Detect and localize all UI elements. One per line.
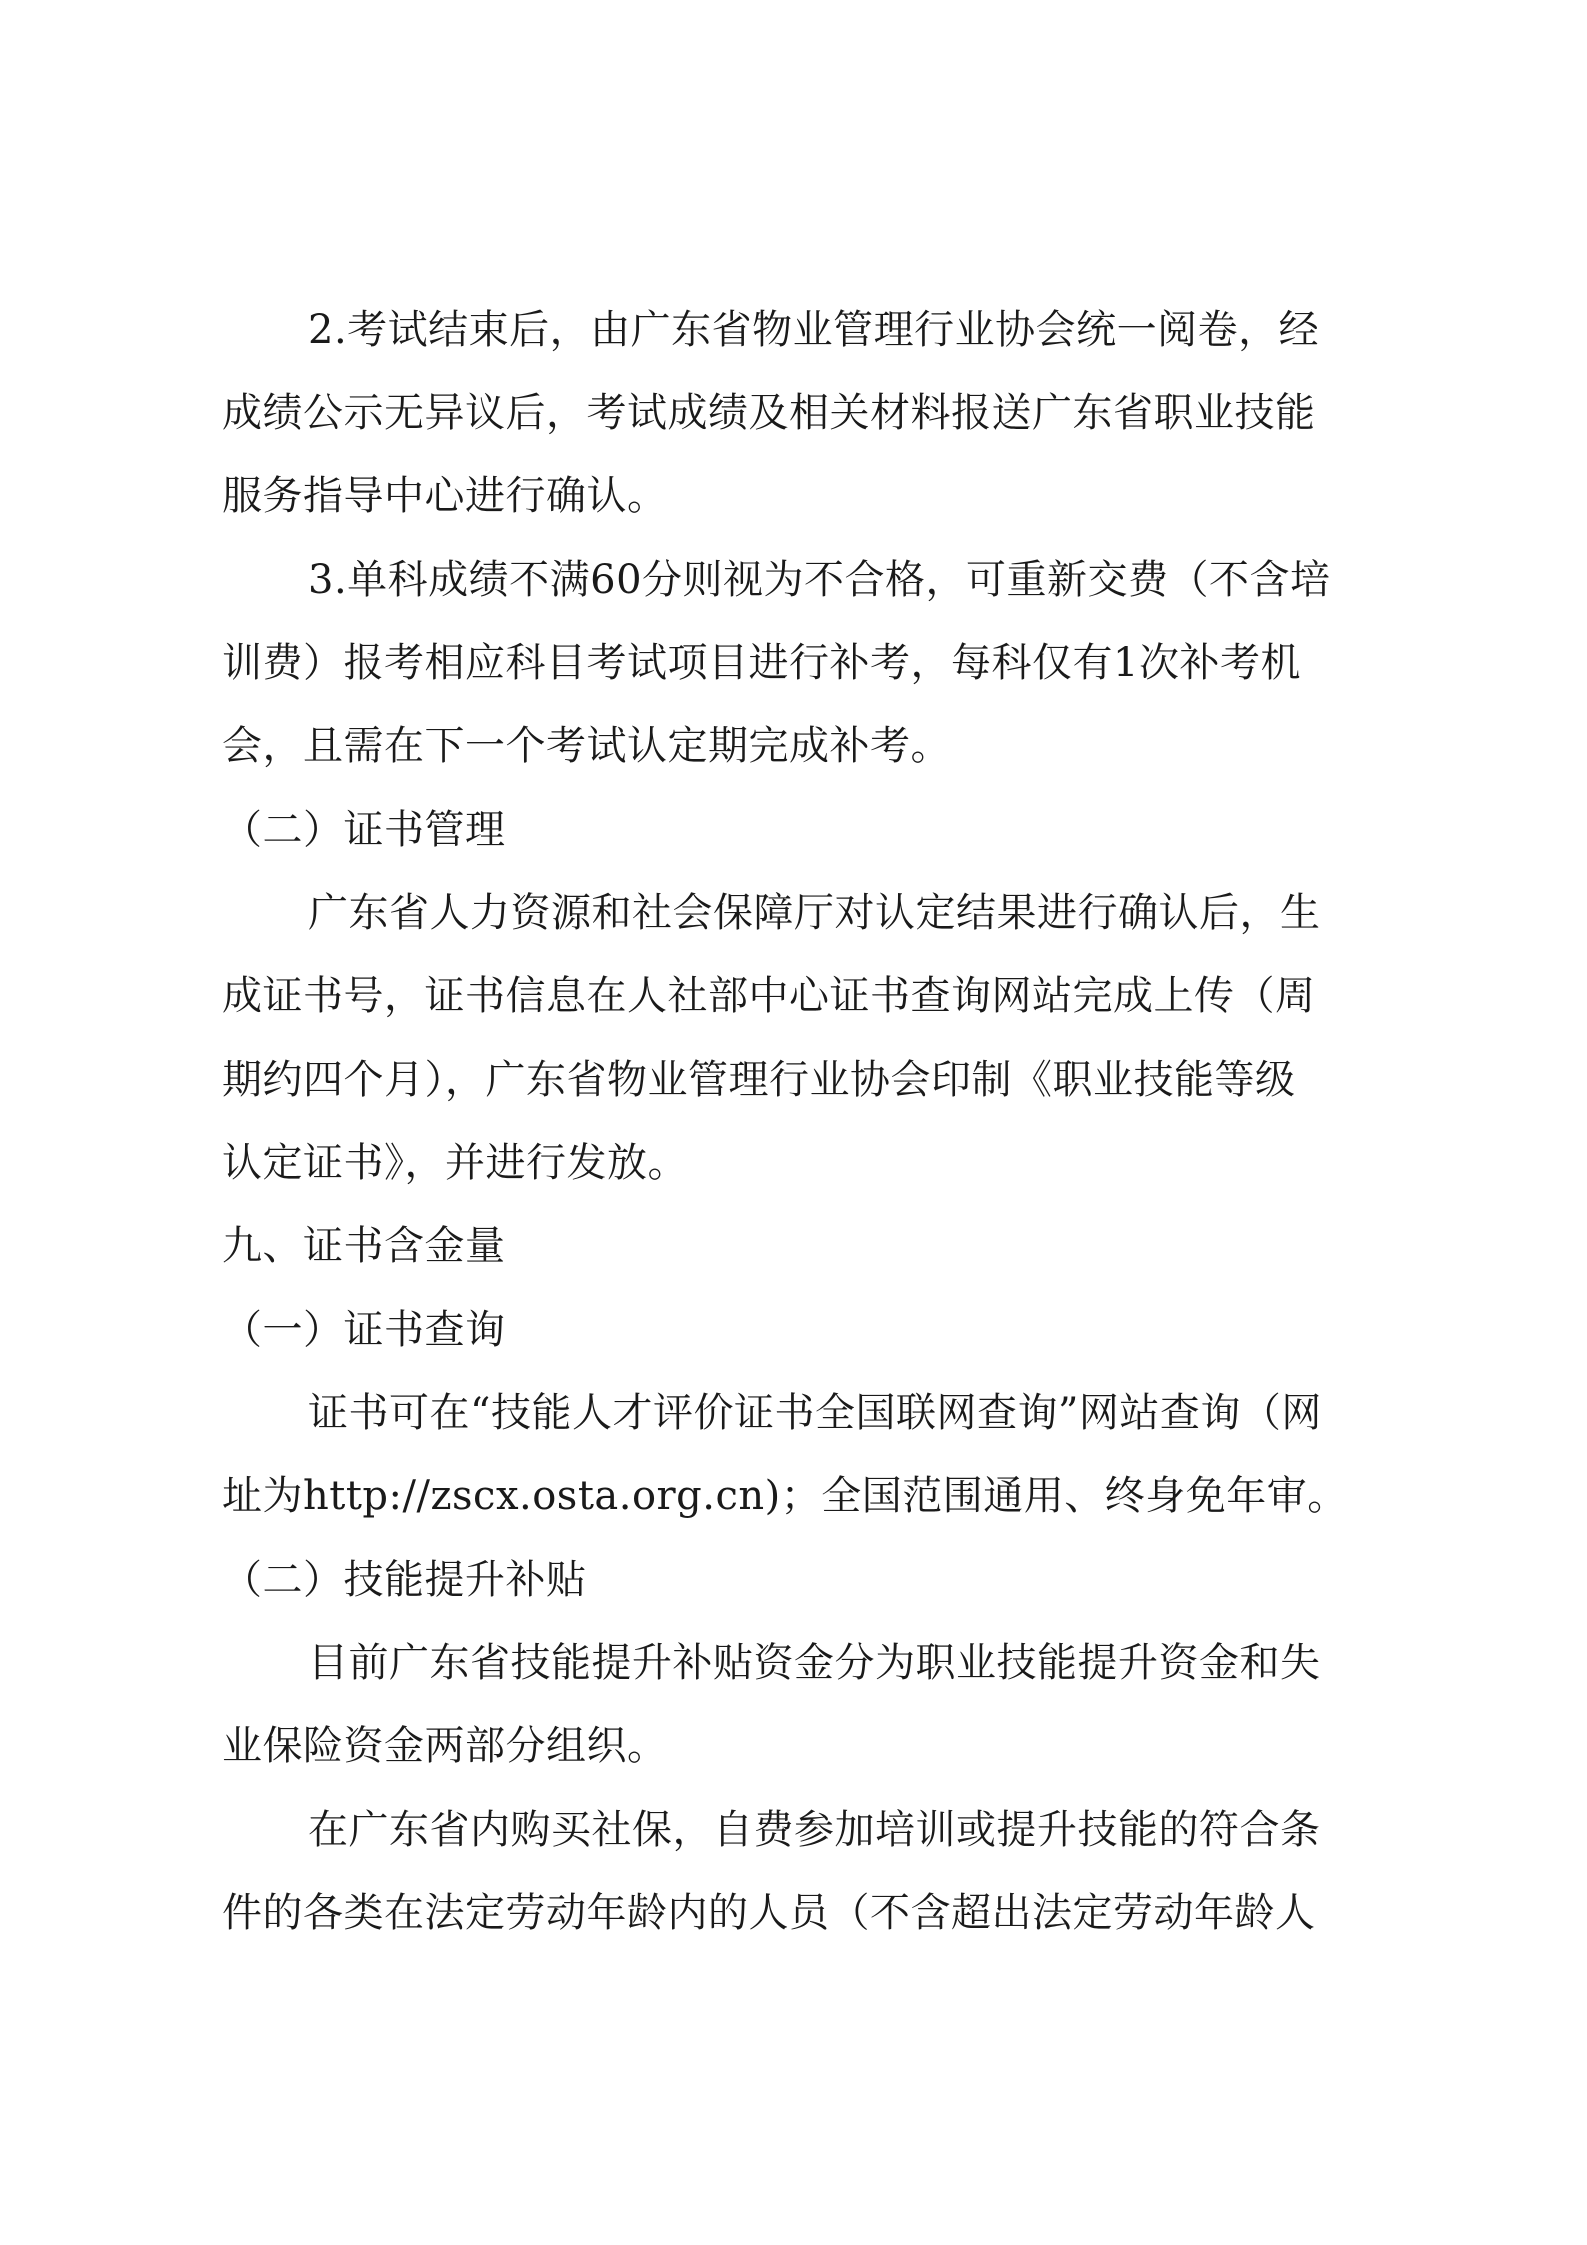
paragraph-line: 成证书号，证书信息在人社部中心证书查询网站完成上传（周 xyxy=(222,973,1316,1019)
paragraph-line: 会，且需在下一个考试认定期完成补考。 xyxy=(222,723,951,769)
paragraph-line: 广东省人力资源和社会保障厅对认定结果进行确认后，生 xyxy=(308,890,1321,936)
paragraph-line: 证书可在“技能人才评价证书全国联网查询”网站查询（网 xyxy=(308,1390,1322,1436)
section-heading: （一）证书查询 xyxy=(222,1307,506,1353)
paragraph-line: 期约四个月），广东省物业管理行业协会印制《职业技能等级 xyxy=(222,1057,1296,1103)
paragraph-line: 成绩公示无异议后，考试成绩及相关材料报送广东省职业技能 xyxy=(222,390,1316,436)
paragraph-line: 址为http://zscx.osta.org.cn)；全国范围通用、终身免年审。 xyxy=(222,1473,1348,1519)
paragraph-line: 训费）报考相应科目考试项目进行补考，每科仅有1次补考机 xyxy=(222,640,1301,686)
paragraph-line: 目前广东省技能提升补贴资金分为职业技能提升资金和失 xyxy=(308,1640,1321,1686)
section-heading: （二）证书管理 xyxy=(222,807,506,853)
paragraph-line: 件的各类在法定劳动年龄内的人员（不含超出法定劳动年龄人 xyxy=(222,1890,1316,1936)
paragraph-line: 在广东省内购买社保，自费参加培训或提升技能的符合条 xyxy=(308,1807,1321,1853)
paragraph-line: 业保险资金两部分组织。 xyxy=(222,1723,668,1769)
paragraph-line: 3.单科成绩不满60分则视为不合格，可重新交费（不含培 xyxy=(308,557,1331,603)
chapter-heading: 九、证书含金量 xyxy=(222,1223,506,1269)
paragraph-line: 认定证书》，并进行发放。 xyxy=(222,1140,688,1186)
section-heading: （二）技能提升补贴 xyxy=(222,1557,587,1603)
paragraph-line: 服务指导中心进行确认。 xyxy=(222,473,668,519)
paragraph-line: 2.考试结束后，由广东省物业管理行业协会统一阅卷，经 xyxy=(308,307,1320,353)
